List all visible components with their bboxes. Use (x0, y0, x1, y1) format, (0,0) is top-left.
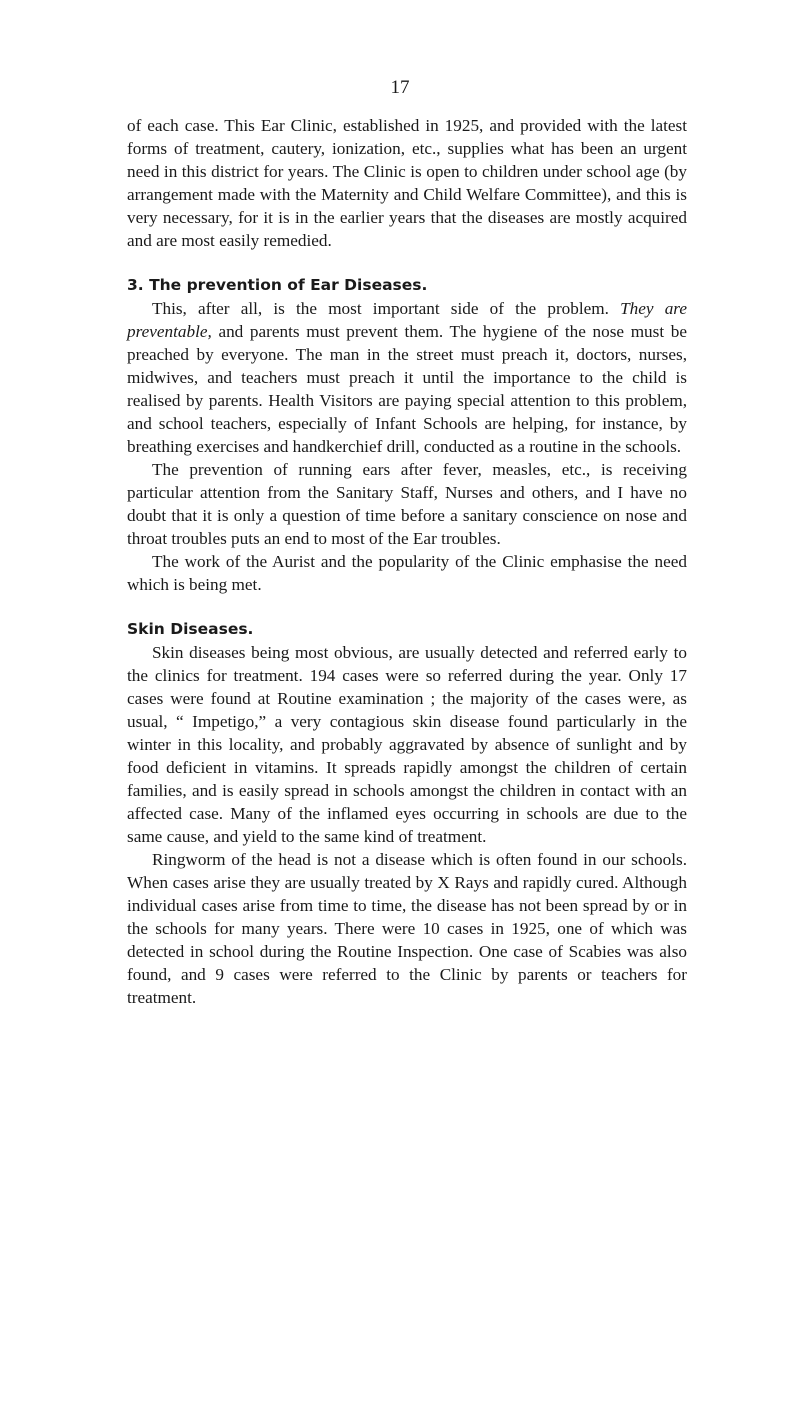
skin-diseases-paragraph-1: Skin diseases being most obvious, are usually detected and referred early to the clinics for treatment. 194 cases were so referred during the year. Only 17 cases were found at Routine examination ; the majority of the cases were, as usual, “ Impetigo,” a very contagious skin disease found particularly in the winter in this locality, and probably aggravated by absence of sunlight and by food deficient in vitamins. It spreads rapidly amongst the children of certain families, and is easily spread in schools amongst the children in contact with an affected case. Many of the inflamed eyes occurring in schools are due to the same cause, and yield to the same kind of treatment. (127, 643, 687, 846)
ear-prevention-emphasis: They are preventable, (127, 299, 687, 341)
page-number: 17 (390, 77, 410, 98)
skin-diseases-paragraph-2: Ringworm of the head is not a disease which is often found in our schools. When cases arise they are usually treated by X Rays and rapidly cured. Although individual cases arise from time to time, the disease has not been spread by or in the schools for many years. There were 10 cases in 1925, one of which was detected in school during the Routine Inspection. One case of Scabies was also found, and 9 cases were referred to the Clinic by parents or teachers for treatment. (127, 850, 687, 1007)
section-heading-skin-diseases: Skin Diseases. (127, 620, 254, 638)
section-heading-ear-prevention: 3. The prevention of Ear Diseases. (127, 276, 428, 294)
spacer (127, 252, 687, 274)
ear-prevention-rest: and parents must prevent them. The hygiene of the nose must be preached by everyone. The man in the street must preach it, doctors, nurses, midwives, and teachers must preach it until the importance to the child is realised by parents. Health Visitors are paying special attention to this problem, and school teachers, especially of Infant Schools are helping, for instance, by breathing exercises and handkerchief drill, conducted as a routine in the schools. (127, 322, 687, 456)
document-body (127, 114, 687, 1009)
ear-prevention-lead: This, after all, is the most important side of the problem. (152, 299, 609, 318)
intro-paragraph: of each case. This Ear Clinic, established in 1925, and provided with the latest forms of treatment, cautery, ionization, etc., supplies what has been an urgent need in this district for years. The Clinic is open to children under school age (by arrangement made with the Maternity and Child Welfare Committee), and this is very necessary, for it is in the earlier years that the diseases are mostly acquired and are most easily remedied. (127, 116, 687, 250)
ear-prevention-paragraph-1 (127, 297, 687, 458)
ear-prevention-paragraph-3: The work of the Aurist and the popularity of the Clinic emphasise the need which is being met. (127, 552, 687, 594)
spacer (127, 596, 687, 618)
ear-prevention-paragraph-2: The prevention of running ears after fever, measles, etc., is receiving particular attention from the Sanitary Staff, Nurses and others, and I have no doubt that it is only a question of time before a sanitary conscience on nose and throat troubles puts an end to most of the Ear troubles. (127, 460, 687, 548)
